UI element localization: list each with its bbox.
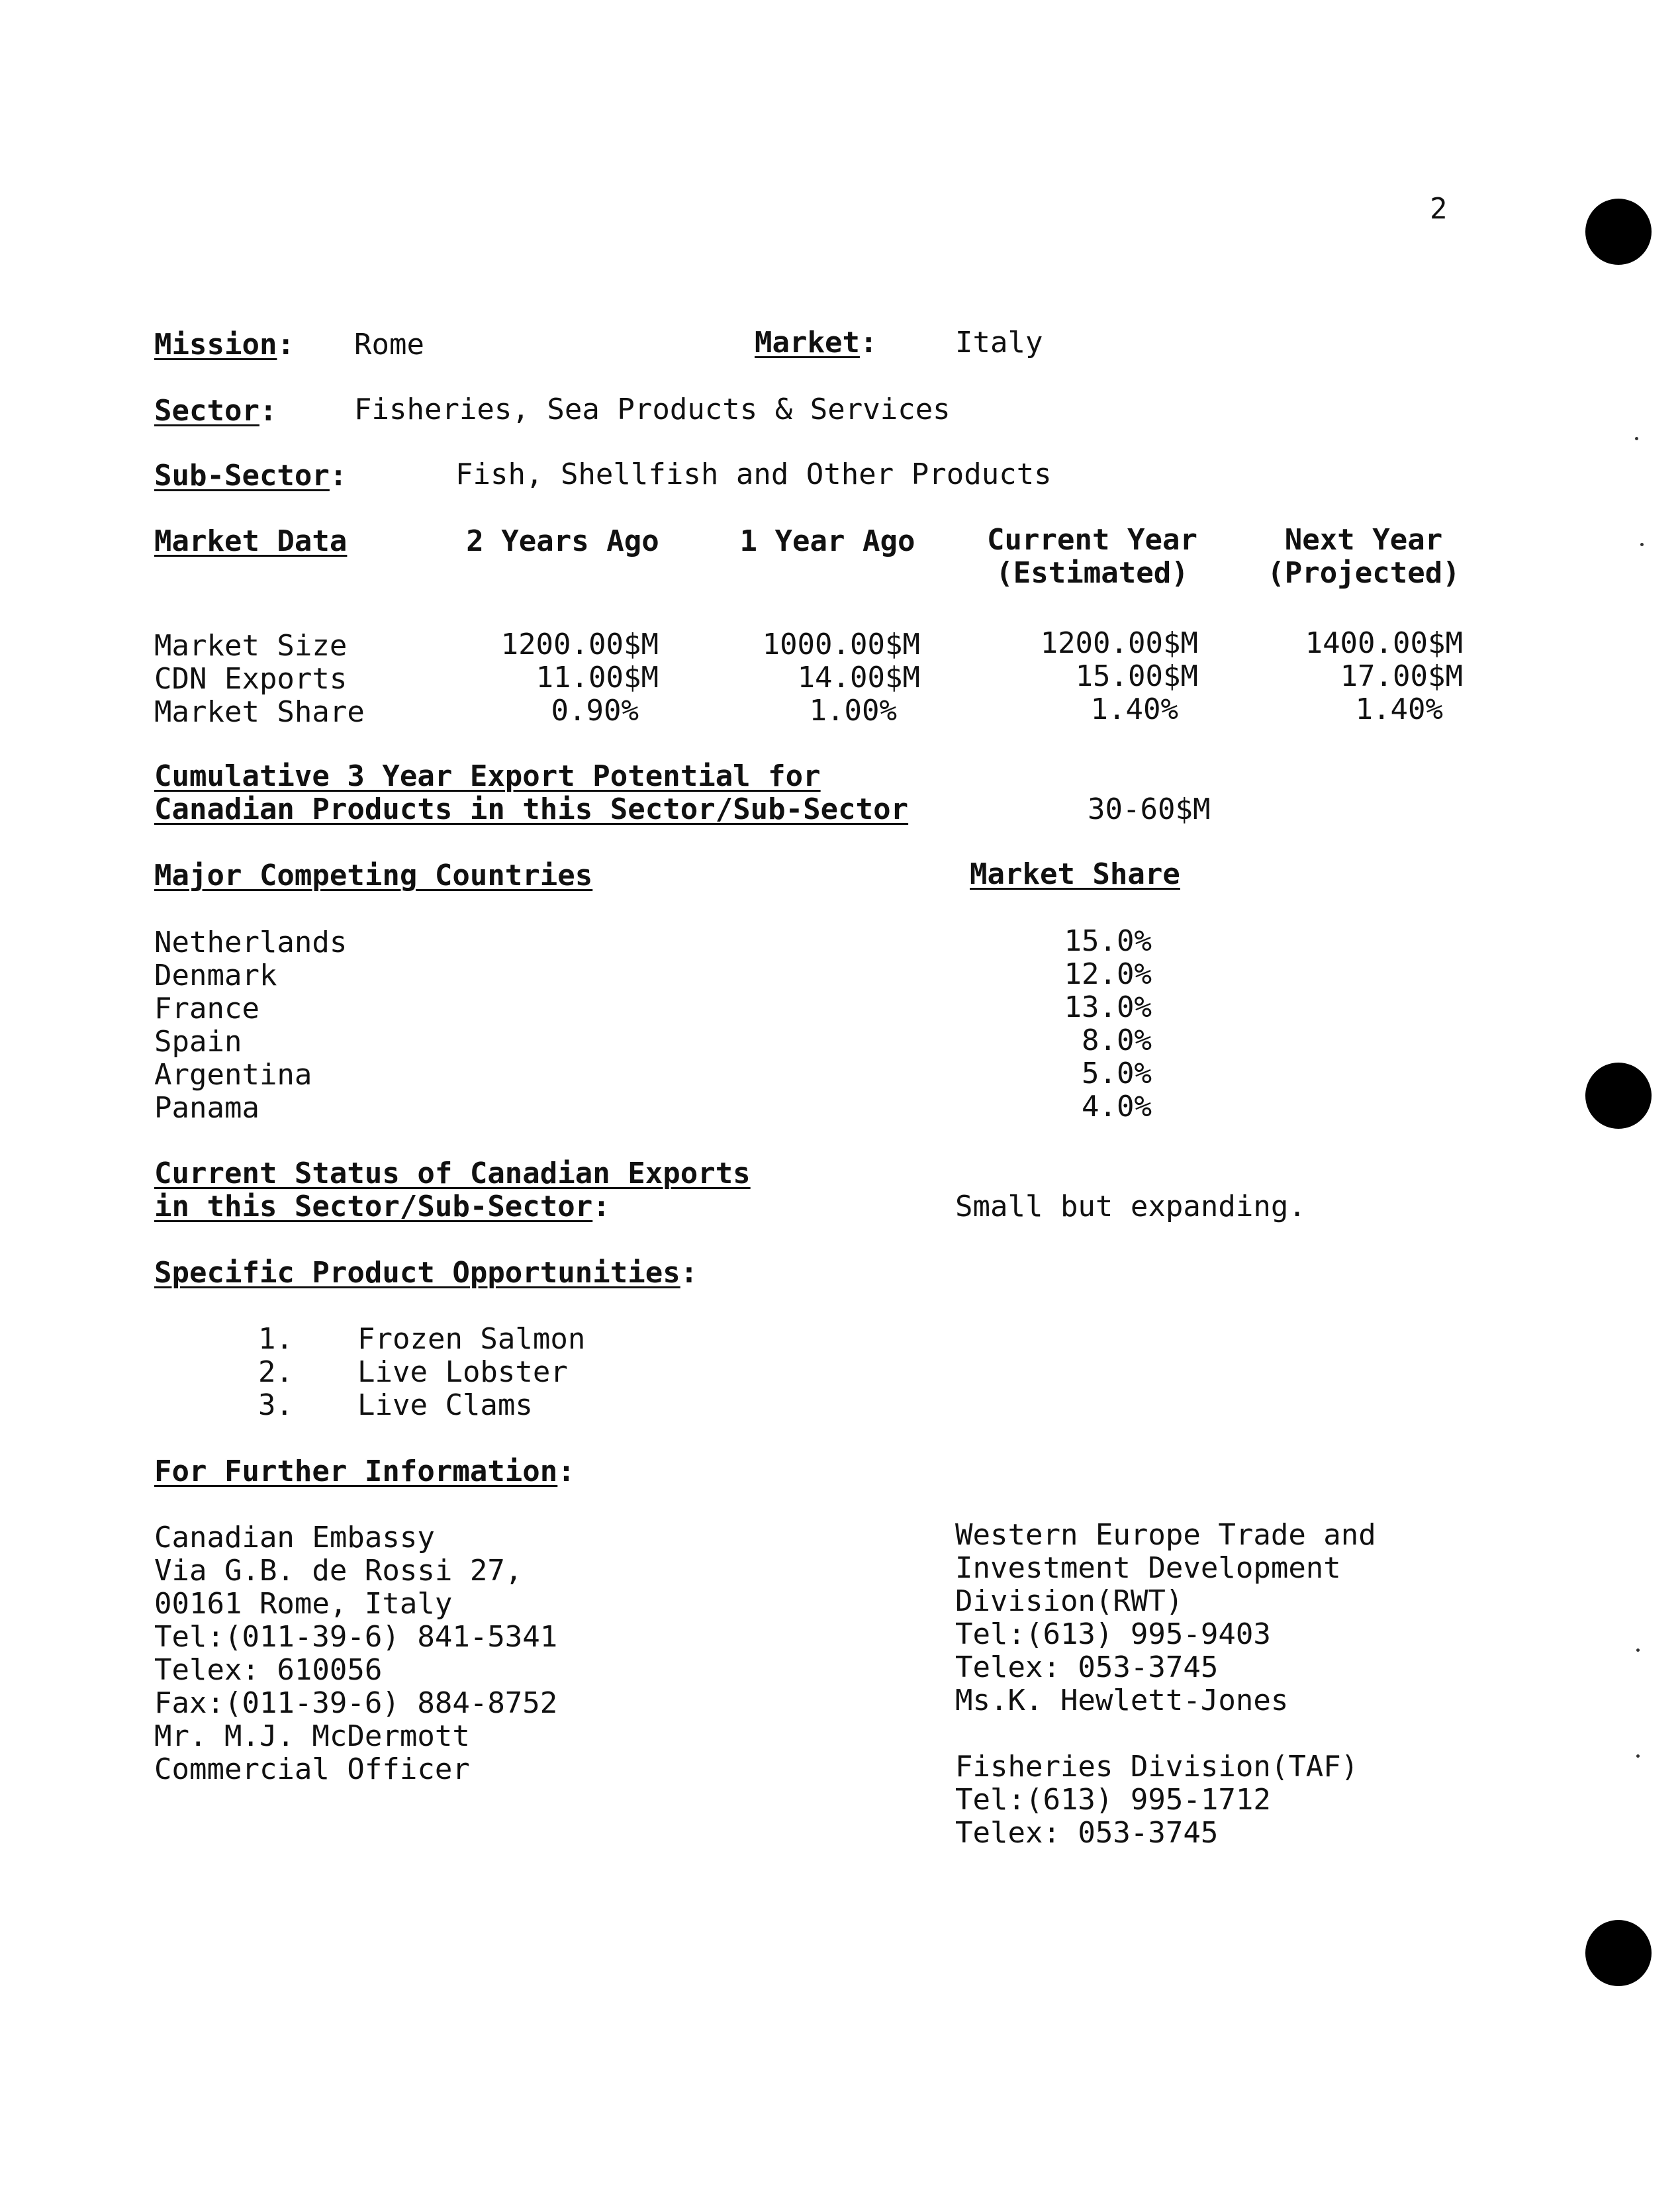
further-info-heading: For Further Information: bbox=[154, 1455, 575, 1488]
export-potential-value: 30-60$M bbox=[1088, 792, 1211, 826]
current-status-heading-line1: Current Status of Canadian Exports bbox=[154, 1157, 751, 1190]
cell-cdn-exports-cur: 15.00$M bbox=[1075, 659, 1198, 693]
competitor-country: Denmark bbox=[154, 959, 277, 992]
scan-speck bbox=[1635, 437, 1638, 440]
sector-label: Sector: bbox=[154, 394, 277, 428]
col-header-2-years-ago: 2 Years Ago bbox=[466, 524, 659, 558]
scan-speck bbox=[1636, 1754, 1640, 1758]
embassy-address-line: Tel:(011-39-6) 841-5341 bbox=[154, 1620, 558, 1654]
market-value: Italy bbox=[955, 326, 1043, 359]
competitors-share-heading: Market Share bbox=[970, 857, 1180, 891]
punch-hole-top bbox=[1585, 199, 1652, 265]
cell-cdn-exports-2y: 11.00$M bbox=[536, 661, 659, 694]
cell-market-share-2y: 0.90% bbox=[551, 694, 639, 728]
competitor-share: 15.0% bbox=[1064, 924, 1152, 958]
opportunities-heading: Specific Product Opportunities: bbox=[154, 1256, 698, 1290]
sub-sector-label: Sub-Sector: bbox=[154, 459, 348, 493]
competitor-country: Spain bbox=[154, 1025, 242, 1059]
punch-hole-bottom bbox=[1585, 1920, 1652, 1986]
rwt-address-line: Tel:(613) 995-9403 bbox=[955, 1617, 1271, 1651]
competitor-country: Netherlands bbox=[154, 926, 348, 959]
market-data-title: Market Data bbox=[154, 524, 348, 558]
col-header-next-year: Next Year bbox=[1284, 523, 1443, 557]
opportunity-number: 2. bbox=[258, 1355, 293, 1389]
embassy-address-line: Telex: 610056 bbox=[154, 1653, 383, 1687]
rwt-address-line: Telex: 053-3745 bbox=[955, 1650, 1219, 1684]
row-label-market-share: Market Share bbox=[154, 695, 365, 729]
embassy-address-line: 00161 Rome, Italy bbox=[154, 1587, 453, 1621]
scan-speck bbox=[1640, 543, 1644, 546]
mission-value: Rome bbox=[354, 328, 424, 361]
scan-speck bbox=[1636, 1648, 1640, 1652]
cell-market-share-1y: 1.00% bbox=[809, 694, 897, 728]
competitors-heading: Major Competing Countries bbox=[154, 859, 593, 892]
cell-market-share-cur: 1.40% bbox=[1090, 692, 1178, 726]
row-label-market-size: Market Size bbox=[154, 629, 348, 663]
current-status-heading-line2: in this Sector/Sub-Sector: bbox=[154, 1190, 610, 1223]
rwt-address-line: Ms.K. Hewlett-Jones bbox=[955, 1684, 1289, 1717]
competitor-share: 5.0% bbox=[1082, 1057, 1152, 1090]
opportunity-number: 3. bbox=[258, 1388, 293, 1422]
col-header-current-year: Current Year bbox=[987, 523, 1197, 557]
competitor-share: 13.0% bbox=[1064, 990, 1152, 1024]
punch-hole-middle bbox=[1585, 1063, 1652, 1129]
competitor-share: 8.0% bbox=[1082, 1024, 1152, 1057]
embassy-address-line: Mr. M.J. McDermott bbox=[154, 1719, 470, 1753]
embassy-address-line: Commercial Officer bbox=[154, 1752, 470, 1786]
current-status-value: Small but expanding. bbox=[955, 1190, 1306, 1223]
rwt-address-line: Western Europe Trade and bbox=[955, 1518, 1376, 1552]
cell-market-size-next: 1400.00$M bbox=[1305, 626, 1463, 660]
cell-market-share-next: 1.40% bbox=[1355, 692, 1443, 726]
sub-sector-value: Fish, Shellfish and Other Products bbox=[455, 457, 1052, 491]
cell-cdn-exports-1y: 14.00$M bbox=[797, 661, 920, 694]
market-label: Market: bbox=[755, 326, 878, 359]
competitor-country: France bbox=[154, 992, 259, 1026]
export-potential-heading-line2: Canadian Products in this Sector/Sub-Sector bbox=[154, 792, 909, 826]
sector-value: Fisheries, Sea Products & Services bbox=[354, 393, 951, 426]
opportunity-item: Live Clams bbox=[357, 1388, 533, 1422]
opportunity-item: Live Lobster bbox=[357, 1355, 568, 1389]
cell-market-size-1y: 1000.00$M bbox=[762, 628, 920, 661]
competitor-country: Argentina bbox=[154, 1058, 312, 1092]
opportunity-item: Frozen Salmon bbox=[357, 1322, 586, 1356]
competitor-share: 12.0% bbox=[1064, 957, 1152, 991]
cell-market-size-cur: 1200.00$M bbox=[1040, 626, 1198, 660]
cell-cdn-exports-next: 17.00$M bbox=[1340, 659, 1463, 693]
page-number: 2 bbox=[1430, 192, 1448, 226]
rwt-address-line: Investment Development bbox=[955, 1551, 1341, 1585]
opportunity-number: 1. bbox=[258, 1322, 293, 1356]
col-header-current-year-sub: (Estimated) bbox=[996, 556, 1189, 590]
taf-address-line: Fisheries Division(TAF) bbox=[955, 1750, 1359, 1784]
embassy-address-line: Fax:(011-39-6) 884-8752 bbox=[154, 1686, 558, 1720]
competitor-share: 4.0% bbox=[1082, 1090, 1152, 1123]
col-header-1-year-ago: 1 Year Ago bbox=[739, 524, 915, 558]
embassy-address-line: Canadian Embassy bbox=[154, 1521, 435, 1554]
taf-address-line: Telex: 053-3745 bbox=[955, 1816, 1219, 1850]
mission-label: Mission: bbox=[154, 328, 295, 361]
col-header-next-year-sub: (Projected) bbox=[1267, 556, 1460, 590]
taf-address-line: Tel:(613) 995-1712 bbox=[955, 1783, 1271, 1817]
export-potential-heading-line1: Cumulative 3 Year Export Potential for bbox=[154, 759, 821, 793]
rwt-address-line: Division(RWT) bbox=[955, 1584, 1184, 1618]
cell-market-size-2y: 1200.00$M bbox=[500, 628, 659, 661]
embassy-address-line: Via G.B. de Rossi 27, bbox=[154, 1554, 523, 1588]
competitor-country: Panama bbox=[154, 1091, 259, 1125]
row-label-cdn-exports: CDN Exports bbox=[154, 662, 348, 696]
